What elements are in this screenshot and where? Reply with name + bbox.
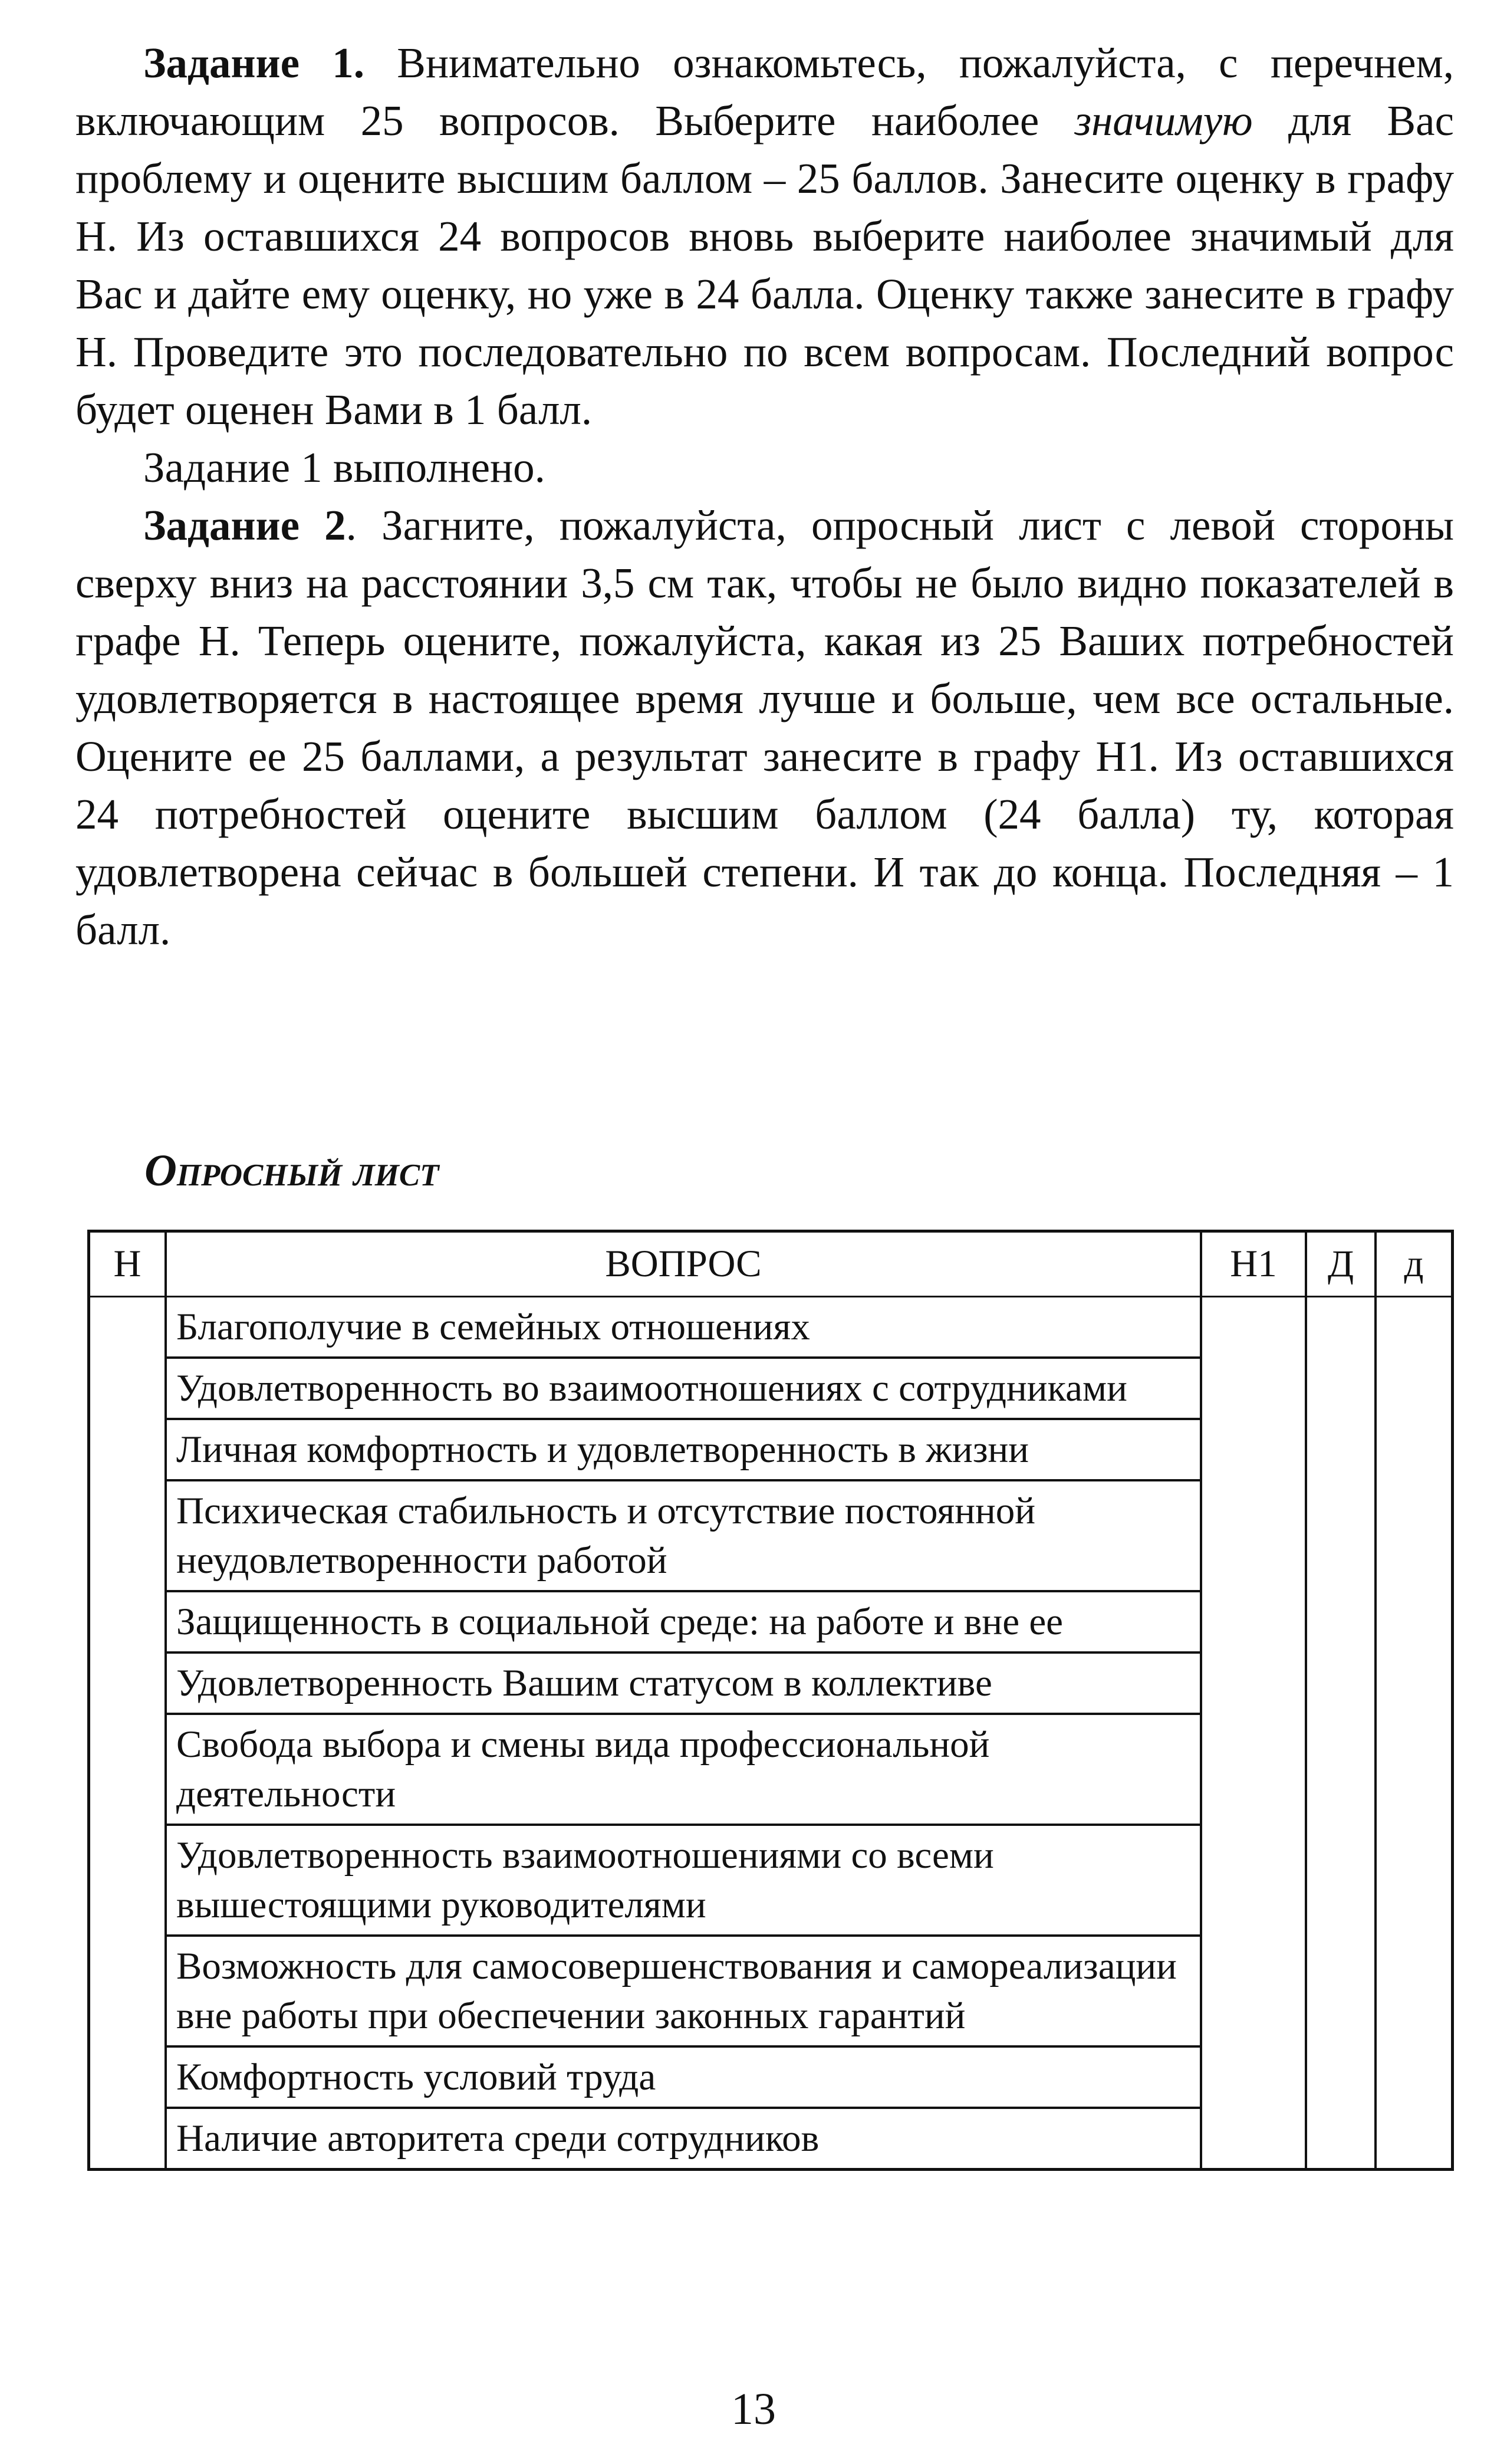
table-row: Личная комфортность и удовлетворенность в жизни bbox=[167, 1420, 1200, 1481]
instructions bbox=[75, 34, 1454, 959]
task2-paragraph bbox=[75, 497, 1454, 959]
question-column bbox=[167, 1297, 1202, 2168]
task1-emphasis: значимую bbox=[1074, 97, 1253, 144]
header-d-upper: Д bbox=[1307, 1233, 1377, 1296]
task1-done: Задание 1 выполнено. bbox=[143, 443, 545, 491]
table-body bbox=[90, 1297, 1451, 2168]
table-row: Комфортность условий труда bbox=[167, 2048, 1200, 2109]
h-column bbox=[90, 1297, 167, 2168]
table-row: Удовлетворенность Вашим статусом в коллективе bbox=[167, 1654, 1200, 1715]
task2-text: . Загните, пожалуйста, опросный лист с левой стороны сверху вниз на расстоянии 3,5 см так, чтобы не было видно показателей в графе Н. Теперь оцените, пожалуйста, какая из 25 Ваших потребностей удовлетворяется в настоящее время лучше и больше, чем все остальные. Оцените ее 25 баллами, а результат занесите в графу Н1. Из оставшихся 24 потребностей оцените высшим баллом (24 балла) ту, которая удовлетворена сейчас в большей степени. И так до конца. Последняя – 1 балл. bbox=[75, 501, 1454, 954]
task1-text-before: Внимательно ознакомьтесь, пожалуйста, с перечнем, включающим 25 вопросов. Выберите наиболее bbox=[75, 39, 1454, 144]
table-row: Психическая стабильность и отсутствие постоянной неудовлетворенности работой bbox=[167, 1481, 1200, 1592]
table-row: Удовлетворенность взаимоотношениями со всеми вышестоящими руководителями bbox=[167, 1826, 1200, 1937]
task1-label: Задание 1. bbox=[143, 39, 364, 87]
task2-label: Задание 2 bbox=[143, 501, 346, 549]
d-lower-column bbox=[1377, 1297, 1451, 2168]
page-number: 13 bbox=[731, 2384, 776, 2434]
table-row: Удовлетворенность во взаимоотношениях с сотрудниками bbox=[167, 1359, 1200, 1420]
table-row: Свобода выбора и смены вида профессиональной деятельности bbox=[167, 1715, 1200, 1826]
table-row: Наличие авторитета среди сотрудников bbox=[176, 2117, 820, 2160]
task1-text-after: для Вас проблему и оцените высшим баллом – 25 баллов. Занесите оценку в графу Н. Из оставшихся 24 вопросов вновь выберите наиболее значимый для Вас и дайте ему оценку, но уже в 24 балла. Оценку также занесите в графу Н. Проведите это последовательно по всем вопросам. Последний вопрос будет оценен Вами в 1 балл. bbox=[75, 97, 1454, 433]
table-row: Защищенность в социальной среде: на работе и вне ее bbox=[167, 1592, 1200, 1654]
header-d-lower: д bbox=[1404, 1243, 1424, 1285]
task1-paragraph bbox=[75, 34, 1454, 439]
table-header bbox=[90, 1233, 1451, 1297]
h1-column bbox=[1202, 1297, 1307, 2168]
d-upper-column bbox=[1307, 1297, 1377, 2168]
header-h1: Н1 bbox=[1202, 1233, 1307, 1296]
header-question: ВОПРОС bbox=[167, 1233, 1202, 1296]
header-h: Н bbox=[90, 1233, 167, 1296]
table-row: Благополучие в семейных отношениях bbox=[167, 1297, 1200, 1359]
table-row: Возможность для самосовершенствования и самореализации вне работы при обеспечении законных гарантий bbox=[167, 1937, 1200, 2048]
sheet-title: Опросный лист bbox=[144, 1146, 439, 1195]
questionnaire-table bbox=[87, 1230, 1454, 2171]
